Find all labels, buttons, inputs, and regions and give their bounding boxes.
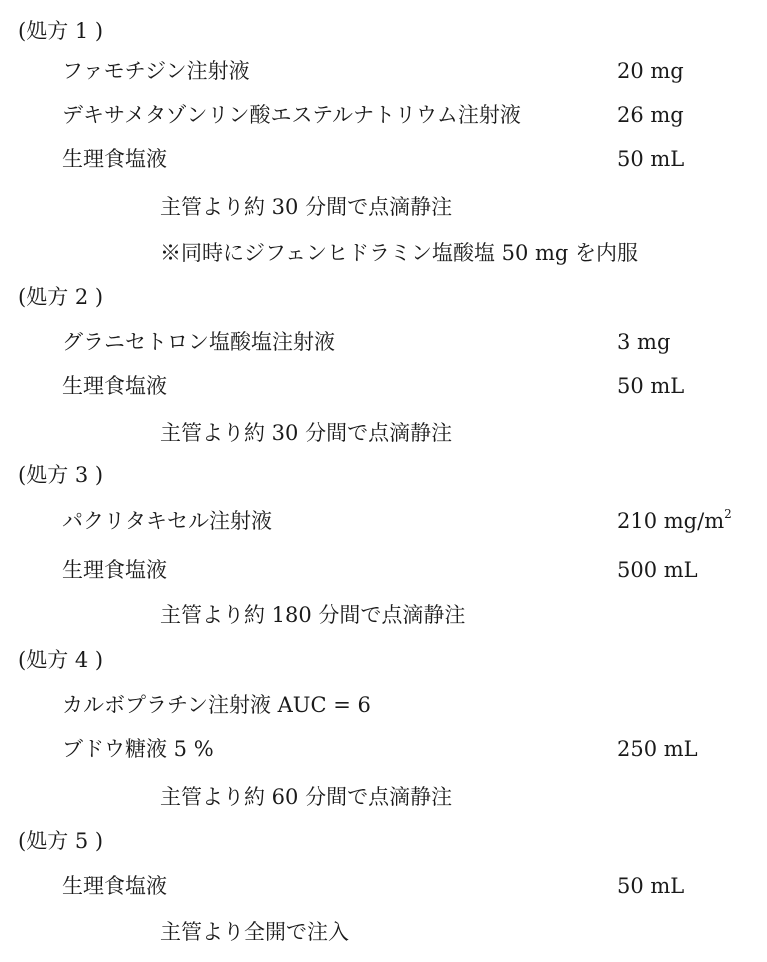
administration-note: 主管より約 180 分間で点滴静注 [160, 603, 466, 627]
prescription-heading: (処方 4 ) [18, 648, 104, 672]
drug-name: 生理食塩液 [62, 374, 167, 398]
dose-superscript: 2 [724, 507, 732, 521]
drug-name: パクリタキセル注射液 [62, 509, 272, 533]
drug-name: ファモチジン注射液 [62, 59, 250, 83]
drug-dose: 26 mg [617, 103, 684, 127]
administration-note: 主管より全開で注入 [160, 920, 349, 944]
prescription-heading: (処方 5 ) [18, 829, 104, 853]
drug-name: ブドウ糖液 5 % [62, 737, 214, 761]
drug-name: 生理食塩液 [62, 874, 167, 898]
drug-name: デキサメタゾンリン酸エステルナトリウム注射液 [62, 103, 521, 127]
prescription-heading: (処方 3 ) [18, 463, 104, 487]
drug-name: カルボプラチン注射液 AUC = 6 [62, 693, 371, 717]
administration-note: 主管より約 60 分間で点滴静注 [160, 785, 453, 809]
drug-dose-value: 210 mg/m [617, 509, 725, 533]
drug-name: 生理食塩液 [62, 558, 167, 582]
drug-name: グラニセトロン塩酸塩注射液 [62, 330, 335, 354]
administration-note: 主管より約 30 分間で点滴静注 [160, 421, 453, 445]
drug-dose: 500 mL [617, 558, 698, 582]
drug-dose: 50 mL [617, 374, 685, 398]
drug-dose: 250 mL [617, 737, 698, 761]
administration-note: ※同時にジフェンヒドラミン塩酸塩 50 mg を内服 [160, 241, 639, 265]
drug-dose: 50 mL [617, 874, 685, 898]
prescription-heading: (処方 1 ) [18, 19, 104, 43]
drug-dose: 20 mg [617, 59, 684, 83]
drug-dose: 3 mg [617, 330, 671, 354]
drug-dose: 50 mL [617, 147, 685, 171]
drug-dose [617, 506, 732, 536]
prescription-heading: (処方 2 ) [18, 285, 104, 309]
drug-name: 生理食塩液 [62, 147, 167, 171]
administration-note: 主管より約 30 分間で点滴静注 [160, 195, 453, 219]
